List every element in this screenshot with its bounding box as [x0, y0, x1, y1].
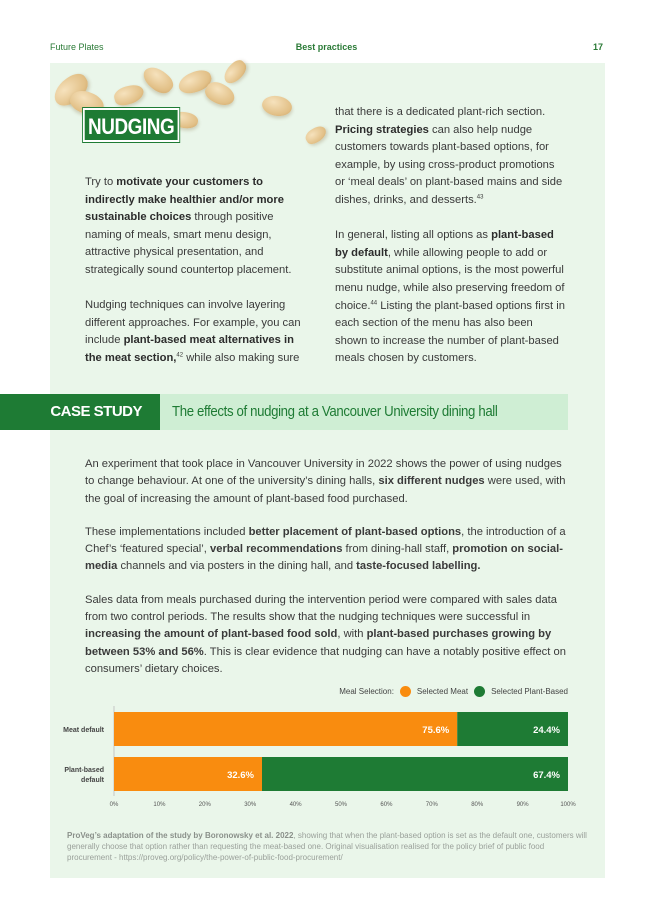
publication-name: Future Plates [50, 42, 104, 52]
nudging-paragraph-4: In general, listing all options as plant-based by default, while allowing people to add or substitute animal options, is the most powerful menu nudge, while also preserving freedom of choice.$^{44}$ Listing the plant-based options first in each section of the menu has also been shown to increase the number of plant-based meals chosen by customers. [335, 229, 565, 365]
x-tick-label: 90% [516, 802, 529, 808]
legend-title: Meal Selection: [339, 687, 394, 696]
bar-data-label: 32.6% [227, 770, 255, 781]
legend-plant-swatch [474, 686, 485, 697]
bar-plant [262, 757, 568, 791]
case-study-body [85, 456, 570, 694]
x-tick-label: 70% [425, 802, 438, 808]
case-study-banner [0, 394, 568, 430]
x-tick-label: 20% [198, 802, 211, 808]
section-name: Best practices [295, 42, 358, 52]
case-paragraph-1: An experiment that took place in Vancouver University in 2022 shows the power of using nudges to change behaviour. At one of the university’s dining halls, six different nudges were used, with the goal of increasing the amount of plant-based food purchased. [85, 458, 566, 505]
bar-data-label: 24.4% [533, 725, 560, 736]
chart-legend [339, 686, 568, 697]
case-paragraph-2: These implementations included better placement of plant-based options, the introduction of a Chef’s ‘featured special’, verbal recommendations from dining-hall staff, promotion on social-media channels and via posters in the dining hall, and taste-focused labelling. [85, 525, 566, 573]
nudging-paragraph-1: Try to motivate your customers to indirectly make healthier and/or more sustainable choices through positive naming of meals, smart menu design, attractive physical presentation, and strategically sound countertop placement. [85, 176, 292, 276]
case-study-title: The effects of nudging at a Vancouver University dining hall [172, 403, 498, 420]
legend-plant-label: Selected Plant-Based [491, 687, 568, 696]
nudging-left-column [85, 174, 313, 385]
category-label: Meat default [63, 727, 104, 734]
nudging-heading: NUDGING [83, 108, 179, 142]
case-paragraph-3: Sales data from meals purchased during the intervention period were compared with sales data from two control periods. The results show that the nudging techniques were successful in increasing the amount of plant-based food sold, with plant-based purchases growing by between 53% and 56%. This is clear evidence that nudging can have a notably positive effect on consumers’ dietary choices. [85, 593, 566, 675]
x-tick-label: 50% [334, 802, 348, 808]
nudging-paragraph-3: that there is a dedicated plant-rich section. Pricing strategies can also help nudge customers towards plant-based options, for example, by using cross-product promotions or ‘meal deals’ on plant-based mains and side dishes, drinks, and desserts.$^{43}$ [335, 106, 563, 206]
chart-caption: ProVeg’s adaptation of the study by Boronowsky et al. 2022, showing that when the plant-based option is set as the default one, customers will generally choose that option rather than requesting the meat-based one. Original visualisation realised for the policy brief of public food procurement - https://proveg.org/policy/the-power-of-public-food-procurement/ [67, 831, 587, 862]
case-study-label: CASE STUDY [0, 394, 160, 430]
x-tick-label: 60% [380, 802, 393, 808]
x-tick-label: 0% [109, 802, 119, 808]
meal-selection-chart [0, 700, 653, 820]
category-label: Plant-based default [64, 767, 104, 784]
page-header [50, 42, 603, 56]
page-number: 17 [592, 42, 603, 52]
x-tick-label: 80% [471, 802, 484, 808]
bar-meat [114, 712, 457, 746]
x-tick-label: 40% [289, 802, 302, 808]
x-tick-label: 100% [560, 802, 576, 808]
legend-meat-swatch [400, 686, 411, 697]
bar-data-label: 67.4% [533, 770, 560, 781]
nudging-paragraph-2: Nudging techniques can involve layering different approaches. For example, you can include plant-based meat alternatives in the meat section,$^{42}$ while also making sure [85, 299, 301, 364]
x-tick-label: 30% [244, 802, 257, 808]
legend-meat-label: Selected Meat [416, 687, 469, 696]
bar-data-label: 75.6% [422, 725, 450, 736]
nudging-right-column [335, 104, 567, 386]
x-tick-label: 10% [153, 802, 166, 808]
